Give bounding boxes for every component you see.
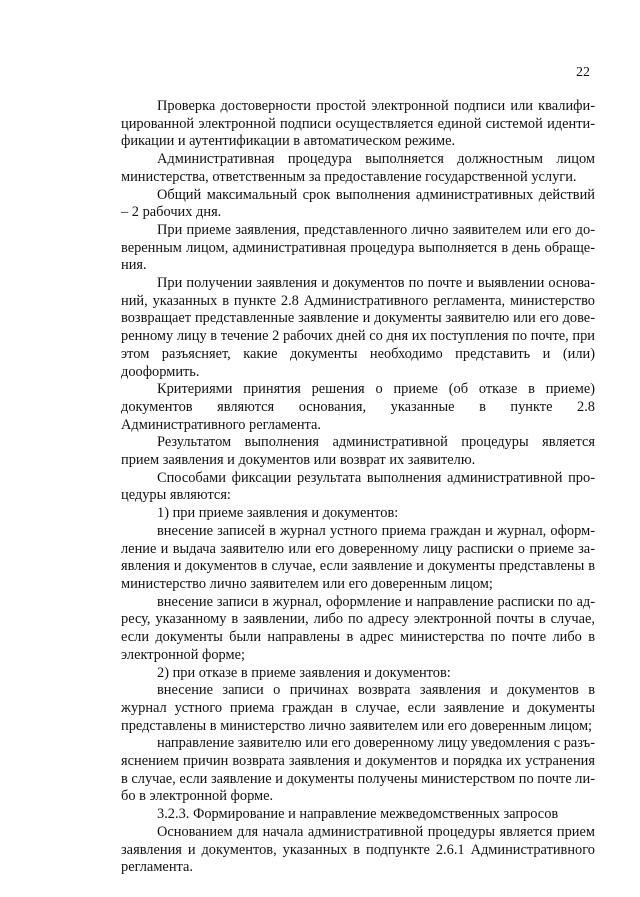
paragraph-postal-submission: При получении заявления и документов по почте и выявлении оснований, указанных в пункте 2.8 Административного регламента, министерство возвращает представленные заявление и документы заявителю или его доверенному лицу в течение 2 рабочих дней со дня их поступления по почте, при этом разъясняет, какие документы необходимо представить и (или) дооформить. <box>121 275 595 380</box>
list-item-refusal-heading: 2) при отказе в приеме заявления и документов: <box>157 664 451 681</box>
list-item-journal-entries: внесение записей в журнал устного приема граждан и журнал, оформление и выдача заявителю или его доверенному лицу расписки о приеме заявления и документов в случае, если заявление и документы представлены в министерство лично заявителем или его доверенным лицом; <box>121 522 595 592</box>
document-body <box>121 98 595 877</box>
paragraph-in-person-submission: При приеме заявления, представленного лично заявителем или его доверенным лицом, административная процедура выполняется в день обращения. <box>121 221 595 274</box>
list-item-acceptance-heading: 1) при приеме заявления и документов: <box>157 505 399 522</box>
paragraph-responsible-official: Административная процедура выполняется должностным лицом министерства, ответственным за предоставление государственной услуги. <box>121 151 595 185</box>
page-number: 22 <box>576 65 590 80</box>
paragraph-procedure-result: Результатом выполнения административной процедуры является прием заявления и документов или возврат их заявителю. <box>121 434 595 469</box>
paragraph-signature-verification: Проверка достоверности простой электронной подписи или квалифицированной электронной подписи осуществляется единой системой идентификации и аутентификации в автоматическом режиме. <box>121 98 595 150</box>
list-item-receipt-mailing: внесение записи в журнал, оформление и направление расписки по адресу, указанному в заявлении, либо по адресу электронной почты в случае, если документы были направлены в адрес министерства по почте либо в электронной форме; <box>121 593 595 663</box>
list-item-refusal-notice: направление заявителю или его доверенному лицу уведомления с разъяснением причин возврата заявления и документов и порядка их устранения в случае, если заявление и документы получены министерством по почте либо в электронной форме. <box>121 735 595 805</box>
paragraph-max-duration: Общий максимальный срок выполнения административных действий – 2 рабочих дня. <box>121 186 595 221</box>
list-item-refusal-journal: внесение записи о причинах возврата заявления и документов в журнал устного приема граждан в случае, если заявление и документы представлены в министерство лично заявителем или его доверенным лицом; <box>121 682 595 734</box>
paragraph-interagency-basis: Основанием для начала административной процедуры является прием заявления и документов, указанных в подпункте 2.6.1 Административного регламента. <box>121 823 595 876</box>
section-heading-interagency-requests: 3.2.3. Формирование и направление межведомственных запросов <box>157 806 559 823</box>
paragraph-decision-criteria: Критериями принятия решения о приеме (об отказе в приеме) документов являются основания, указанные в пункте 2.8 Административного регламента. <box>121 381 595 433</box>
paragraph-recording-methods: Способами фиксации результата выполнения административной процедуры являются: <box>121 469 595 504</box>
